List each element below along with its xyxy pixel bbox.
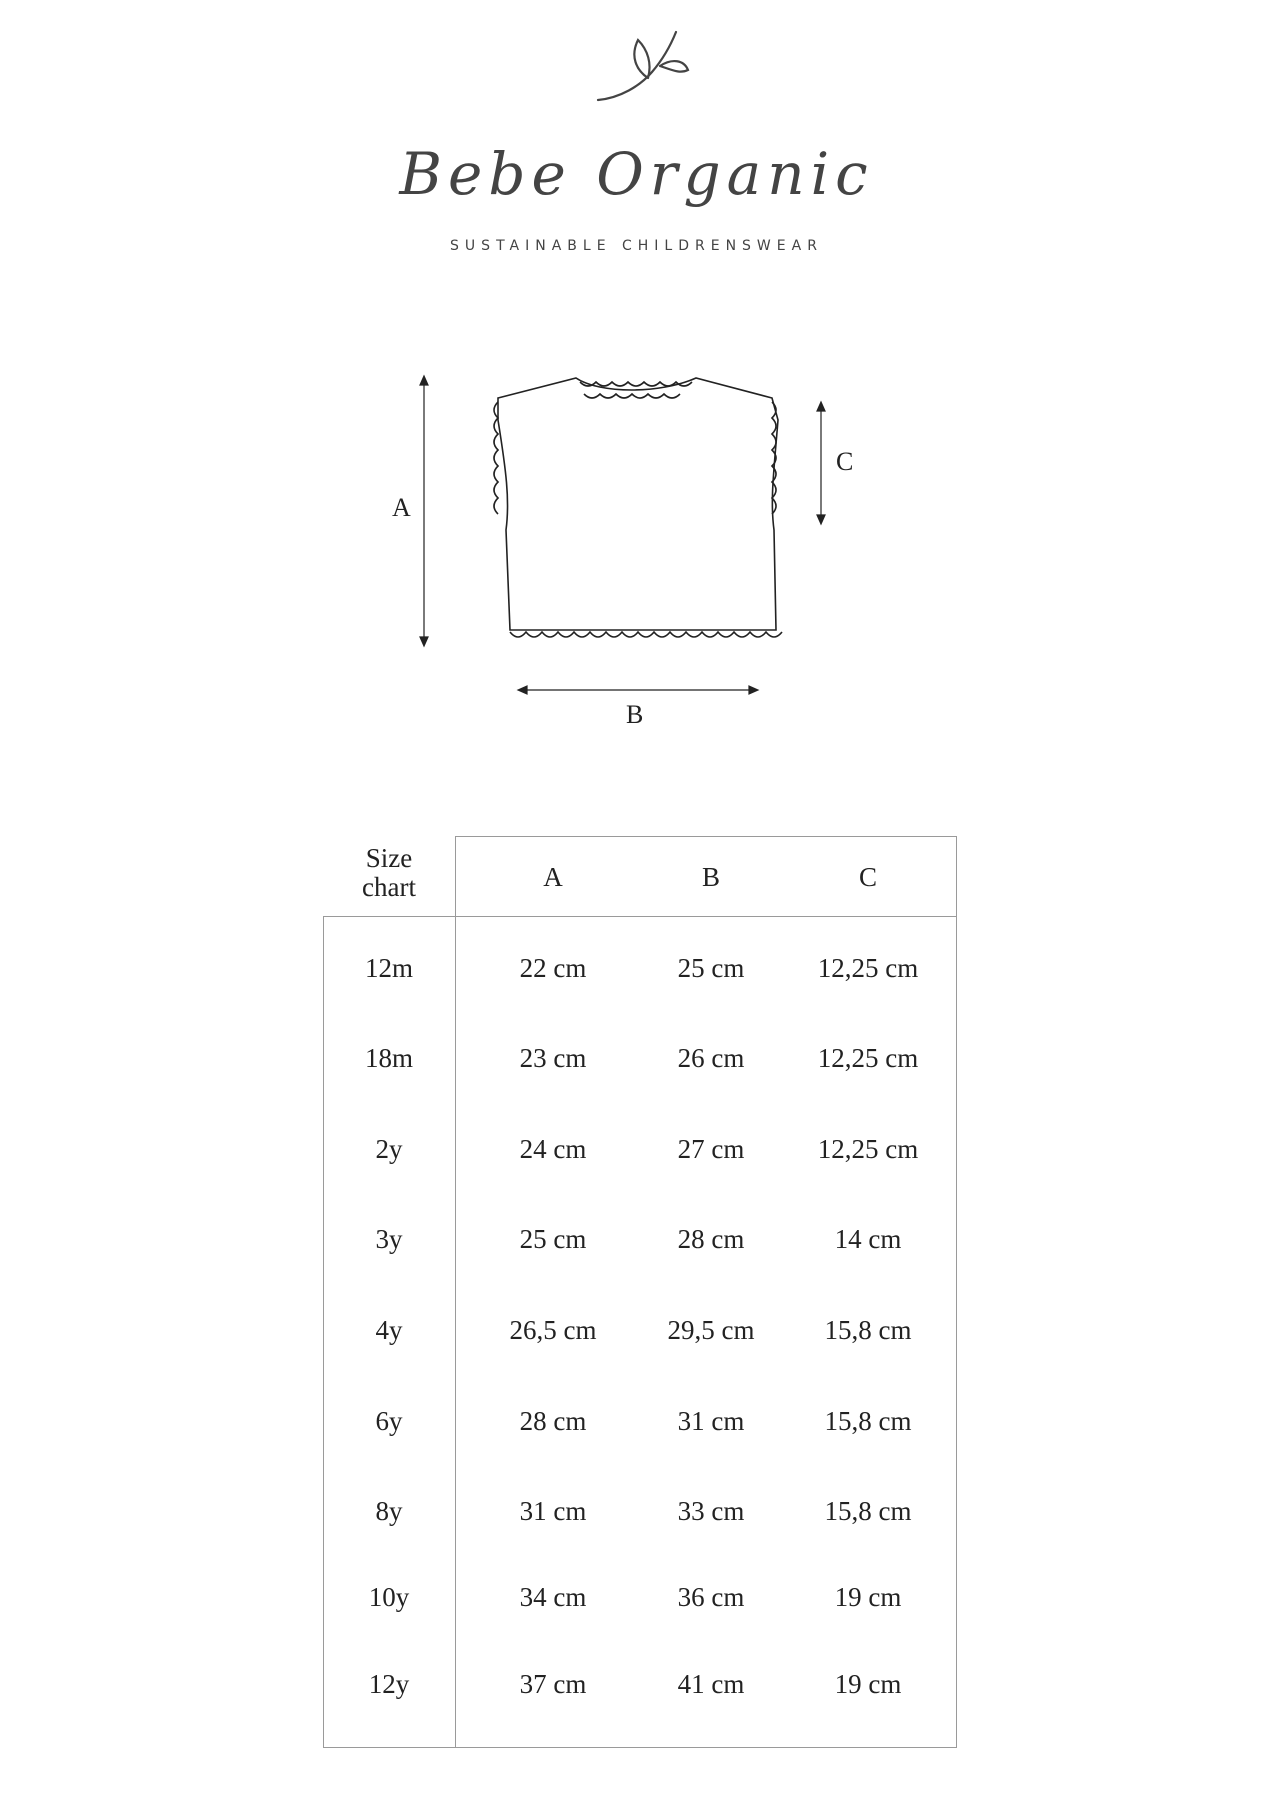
size-cell: 2y (375, 1134, 403, 1164)
garment-diagram (380, 360, 900, 730)
size-cell: 12y (368, 1669, 410, 1699)
size-cell: 12m (364, 953, 413, 983)
measure-cell-c: 19 cm (834, 1582, 902, 1612)
leaf-icon (0, 20, 1273, 130)
garment-outline (498, 378, 778, 630)
size-cell: 10y (368, 1582, 410, 1612)
measure-cell-a: 22 cm (519, 953, 587, 983)
measure-cell-c: 12,25 cm (817, 1043, 919, 1073)
measure-cell-a: 34 cm (519, 1582, 587, 1612)
column-header-c: C (858, 862, 877, 892)
measure-cell-a: 31 cm (519, 1496, 587, 1526)
table-line (455, 836, 957, 837)
measure-cell-b: 36 cm (677, 1582, 745, 1612)
right-sleeve-lace (772, 402, 776, 514)
size-chart-header-line2: chart (362, 872, 416, 902)
measure-cell-c: 12,25 cm (817, 1134, 919, 1164)
table-line (323, 1747, 957, 1748)
table-line (455, 836, 456, 1748)
measure-cell-b: 26 cm (677, 1043, 745, 1073)
measure-cell-c: 15,8 cm (824, 1315, 912, 1345)
measure-cell-a: 37 cm (519, 1669, 587, 1699)
measure-cell-a: 23 cm (519, 1043, 587, 1073)
hem-lace (510, 632, 782, 637)
measure-cell-c: 19 cm (834, 1669, 902, 1699)
measure-cell-c: 14 cm (834, 1224, 902, 1254)
size-cell: 6y (375, 1406, 403, 1436)
measure-cell-a: 28 cm (519, 1406, 587, 1436)
column-header-a: A (543, 862, 563, 892)
size-cell: 8y (375, 1496, 403, 1526)
measure-cell-b: 27 cm (677, 1134, 745, 1164)
size-cell: 18m (364, 1043, 413, 1073)
measure-cell-b: 25 cm (677, 953, 745, 983)
measure-cell-b: 33 cm (677, 1496, 745, 1526)
size-cell: 4y (375, 1315, 403, 1345)
measure-cell-c: 12,25 cm (817, 953, 919, 983)
brand-logo (0, 20, 1273, 254)
size-chart-table (323, 836, 957, 1748)
measure-cell-b: 31 cm (677, 1406, 745, 1436)
label-b: B (626, 700, 644, 729)
measure-cell-a: 25 cm (519, 1224, 587, 1254)
measure-cell-b: 28 cm (677, 1224, 745, 1254)
column-header-b: B (701, 862, 720, 892)
measure-cell-c: 15,8 cm (824, 1406, 912, 1436)
measure-cell-b: 41 cm (677, 1669, 745, 1699)
measure-cell-a: 24 cm (519, 1134, 587, 1164)
table-line (956, 836, 957, 1748)
label-c: C (836, 447, 854, 476)
size-cell: 3y (375, 1224, 403, 1254)
size-chart-header (323, 844, 455, 902)
size-chart-header-line1: Size (365, 843, 413, 873)
table-line (323, 916, 957, 917)
left-sleeve-lace (494, 402, 498, 514)
measure-cell-c: 15,8 cm (824, 1496, 912, 1526)
brand-name: Bebe Organic (399, 140, 874, 208)
brand-tagline: SUSTAINABLE CHILDRENSWEAR (450, 238, 823, 254)
measure-cell-b: 29,5 cm (667, 1315, 755, 1345)
measure-cell-a: 26,5 cm (509, 1315, 597, 1345)
label-a: A (392, 493, 411, 522)
